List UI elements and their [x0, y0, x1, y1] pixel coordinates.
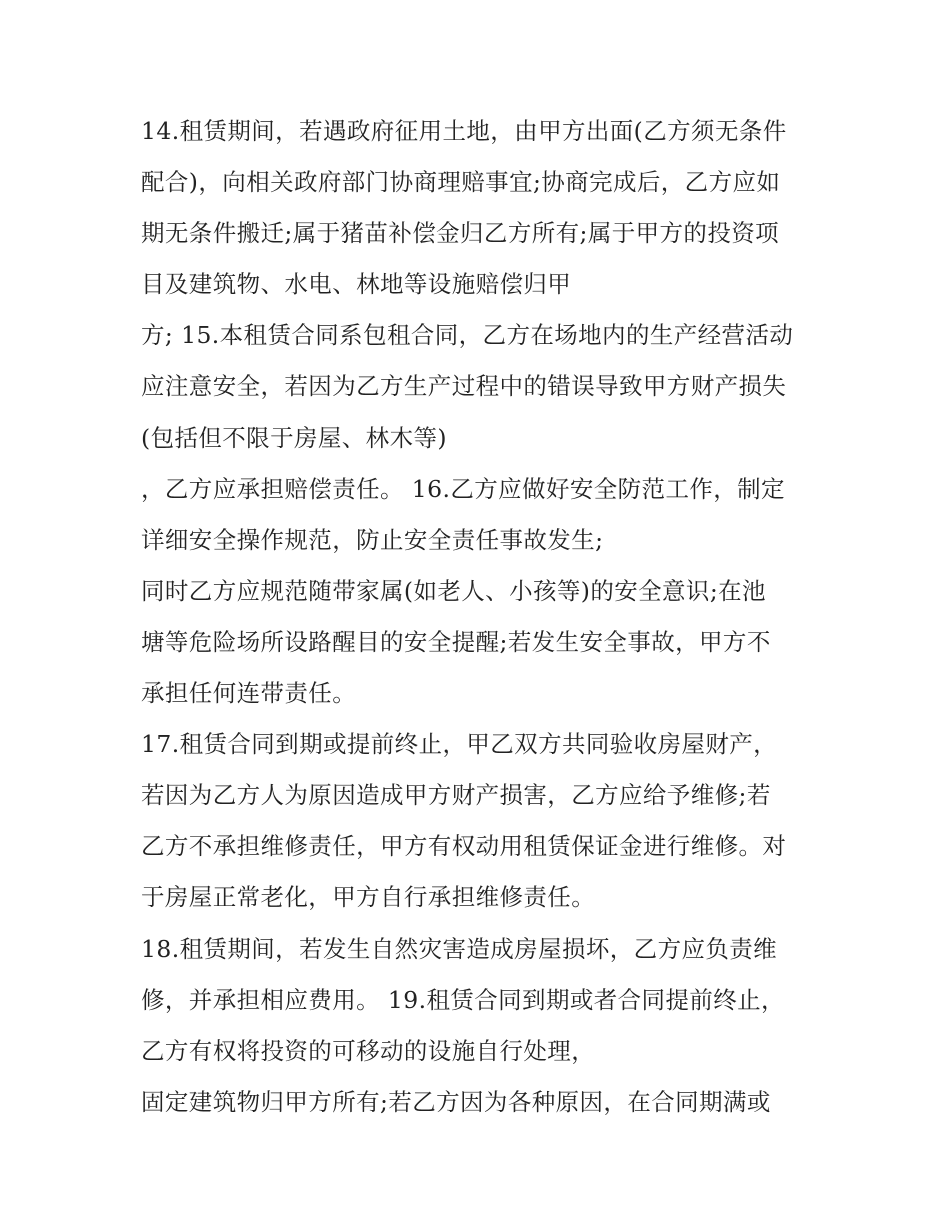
text-line: 修，并承担相应费用。 19.租赁合同到期或者合同提前终止， [141, 985, 785, 1014]
text-line: 应注意安全，若因为乙方生产过程中的错误导致甲方财产损失 [141, 372, 787, 401]
text-line: 详细安全操作规范，防止安全责任事故发生; [141, 525, 604, 554]
text-line: 方; 15.本租赁合同系包租合同，乙方在场地内的生产经营活动 [141, 321, 794, 350]
text-line: 乙方有权将投资的可移动的设施自行处理， [141, 1036, 596, 1065]
text-line: 于房屋正常老化，甲方自行承担维修责任。 [141, 883, 596, 912]
document-body [141, 106, 831, 1128]
text-line: 承担任何连带责任。 [141, 679, 357, 708]
text-line: 乙方不承担维修责任，甲方有权动用租赁保证金进行维修。对 [141, 832, 787, 861]
text-line: 塘等危险场所设路醒目的安全提醒;若发生安全事故，甲方不 [141, 627, 771, 656]
text-line: 固定建筑物归甲方所有;若乙方因为各种原因，在合同期满或 [141, 1087, 771, 1116]
text-line: 目及建筑物、水电、林地等设施赔偿归甲 [141, 270, 572, 299]
text-line: (包括但不限于房屋、林木等) [141, 423, 447, 452]
text-line: 17.租赁合同到期或提前终止，甲乙双方共同验收房屋财产， [141, 730, 778, 759]
text-line: 若因为乙方人为原因造成甲方财产损害，乙方应给予维修;若 [141, 781, 771, 810]
text-line: 配合)，向相关政府部门协商理赔事宜;协商完成后，乙方应如 [141, 168, 781, 197]
text-line: ，乙方应承担赔偿责任。 16.乙方应做好安全防范工作，制定 [141, 474, 785, 503]
text-line: 期无条件搬迁;属于猪苗补偿金归乙方所有;属于甲方的投资项 [141, 219, 780, 248]
text-line: 18.租赁期间，若发生自然灾害造成房屋损坏，乙方应负责维 [141, 934, 778, 963]
text-line: 同时乙方应规范随带家属(如老人、小孩等)的安全意识;在池 [141, 576, 766, 605]
text-line: 14.租赁期间，若遇政府征用土地，由甲方出面(乙方须无条件 [141, 117, 787, 145]
